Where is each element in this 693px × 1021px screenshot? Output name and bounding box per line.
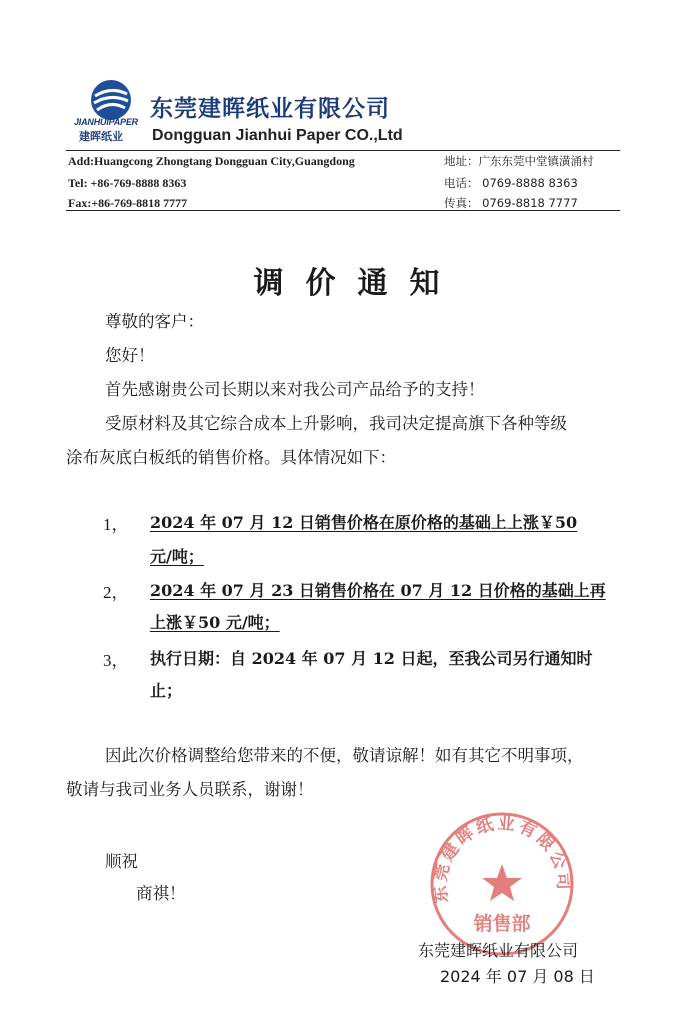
closing-line1: 因此次价格调整给您带来的不便，敬请谅解！如有其它不明事项， [105, 746, 584, 765]
item-3-line1: 执行日期：自 2024 年 07 月 12 日起，至我公司另行通知时 [150, 649, 593, 668]
item-2-line1: 2024 年 07 月 23 日销售价格在 07 月 12 日价格的基础上再 [150, 581, 606, 600]
header-divider [66, 150, 620, 151]
item-number-2: 2， [103, 583, 129, 602]
item-1-line1: 2024 年 07 月 12 日销售价格在原价格的基础上上涨￥50 [150, 513, 578, 532]
tel-cn: 电话： 0769-8888 8363 [444, 176, 578, 190]
notice-title: 调价通知 [253, 266, 462, 301]
fax-en: Fax:+86-769-8818 7777 [68, 196, 188, 210]
regards-line1: 顺祝 [105, 852, 138, 871]
signature-company: 东莞建晖纸业有限公司 [418, 941, 579, 960]
item-2-line2: 上涨￥50 元/吨； [150, 613, 280, 632]
company-logo-icon [89, 78, 133, 122]
paragraph-reason-line2: 涂布灰底白板纸的销售价格。具体情况如下： [66, 448, 396, 467]
paragraph-thanks: 首先感谢贵公司长期以来对我公司产品给予的支持！ [105, 380, 485, 399]
seal-center-text: 销售部 [473, 913, 531, 935]
greeting: 您好！ [105, 346, 155, 365]
company-name-en: Dongguan Jianhui Paper CO.,Ltd [152, 127, 403, 144]
regards-line2: 商祺！ [136, 884, 186, 903]
header-divider-bottom [66, 210, 620, 211]
closing-line2: 敬请与我司业务人员联系，谢谢！ [66, 780, 314, 799]
address-en: Add:Huangcong Zhongtang Dongguan City,Guangdong [68, 154, 355, 168]
address-cn: 地址：广东东莞中堂镇潢涌村 [444, 154, 594, 168]
seal-ring-text: 东莞建晖纸业有限公司 [430, 813, 574, 904]
item-number-1: 1， [103, 515, 129, 534]
item-1-line2: 元/吨； [150, 547, 204, 566]
company-name-cn: 东莞建晖纸业有限公司 [150, 96, 390, 122]
tel-en: Tel: +86-769-8888 8363 [68, 176, 187, 190]
signature-date: 2024 年 07 月 08 日 [440, 967, 595, 986]
fax-cn: 传真： 0769-8818 7777 [444, 196, 578, 210]
item-3-line2: 止； [150, 681, 183, 700]
salutation: 尊敬的客户： [105, 312, 204, 331]
logo-text-cn: 建晖纸业 [79, 130, 123, 143]
logo-text-en: JIANHUIPAPER [74, 117, 138, 127]
paragraph-reason-line1: 受原材料及其它综合成本上升影响，我司决定提高旗下各种等级 [105, 414, 567, 433]
company-seal-stamp [428, 810, 576, 958]
item-number-3: 3， [103, 651, 129, 670]
